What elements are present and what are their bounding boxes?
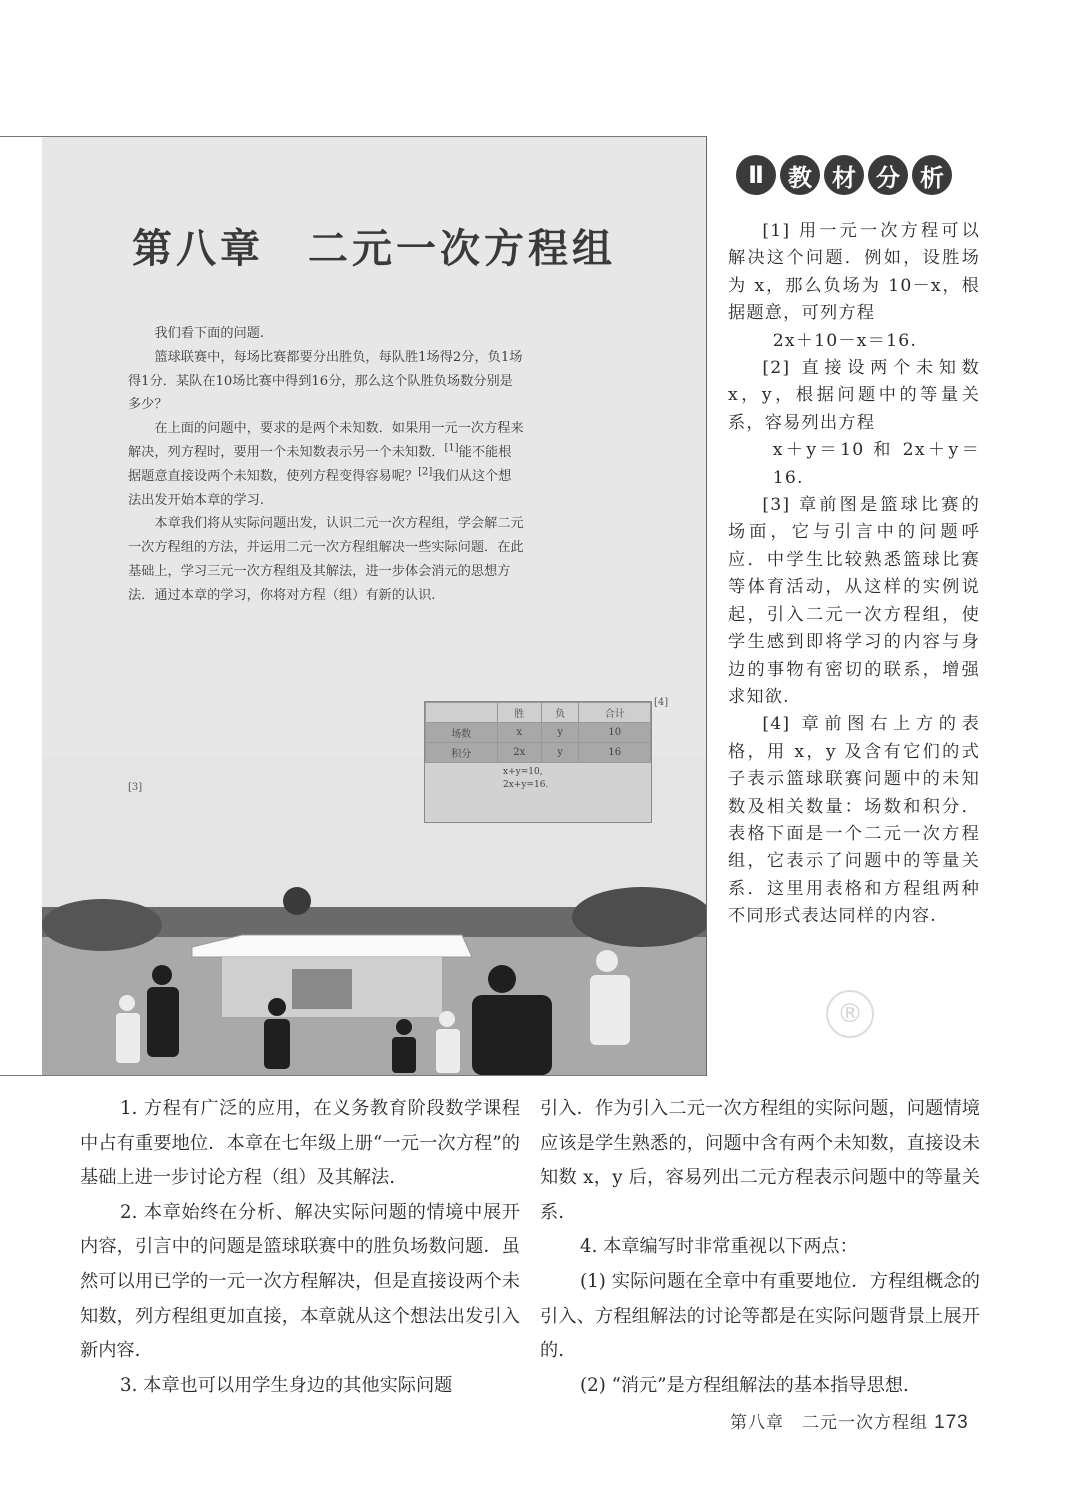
- intro-line: 篮球联赛中，每场比赛都要分出胜负，每队胜1场得2分，负1场得1分．某队在10场比赛中得到16分，那么这个队胜负场数分别是多少？: [128, 349, 523, 413]
- heading-char: 材: [824, 155, 864, 195]
- body-paragraph: 3. 本章也可以用学生身边的其他实际问题: [120, 1374, 453, 1396]
- body-paragraph: 4. 本章编写时非常重视以下两点：: [580, 1236, 858, 1258]
- table-header: [426, 703, 498, 723]
- table-cell: 积分: [426, 743, 498, 763]
- analysis-note-4: [4] 章前图右上方的表格，用 x，y 及含有它们的式子表示篮球联赛问题中的未知数及相关数量：场数和积分．表格下面是一个二元一次方程组，它表示了问题中的等量关系．这里用表格和方程组两种不同形式表达同样的内容.: [728, 714, 980, 927]
- table-header: 胜: [497, 703, 541, 723]
- data-table: [425, 702, 651, 763]
- body-column-right: [540, 1092, 980, 1403]
- analysis-equation-2: x＋y＝10 和 2x＋y＝16.: [772, 440, 980, 488]
- intro-text: 我们从这个想法出发开始本章的学习.: [128, 468, 512, 508]
- body-paragraph: (1) 实际问题在全章中有重要地位．方程组概念的引入、方程组解法的讨论等都是在实际问题背景上展开的.: [540, 1270, 980, 1362]
- analysis-note-3: [3] 章前图是篮球比赛的场面，它与引言中的问题呼应．中学生比较熟悉篮球比赛等体育活动，从这样的实例说起，引入二元一次方程组，使学生感到即将学习的内容与身边的事物有密切的联系，增强求知欲.: [728, 495, 980, 707]
- analysis-heading: [736, 155, 952, 195]
- intro-line: [128, 417, 524, 512]
- table-cell: 2x: [497, 743, 541, 763]
- table-cell: x: [497, 723, 541, 743]
- body-paragraph: 1. 方程有广泛的应用，在义务教育阶段数学课程中占有重要地位．本章在七年级上册“一元一次方程”的基础上进一步讨论方程（组）及其解法.: [80, 1098, 520, 1189]
- body-paragraph: (2) “消元”是方程组解法的基本指导思想.: [580, 1374, 909, 1396]
- analysis-notes: [728, 218, 980, 931]
- chapter-title: 第八章 二元一次方程组: [132, 225, 616, 272]
- analysis-note-2: [2] 直接设两个未知数 x，y，根据问题中的等量关系，容易列出方程: [728, 358, 980, 433]
- note-marker-2: [2]: [418, 466, 433, 478]
- textbook-page-image: [0, 136, 707, 1076]
- table-header: 负: [541, 703, 578, 723]
- page-margin: [0, 137, 42, 1075]
- analysis-equation-1: 2x＋10－x＝16.: [772, 330, 918, 351]
- heading-char: 析: [912, 155, 952, 195]
- body-paragraph: 2. 本章始终在分析、解决实际问题的情境中展开内容，引言中的问题是篮球联赛中的胜负场数问题．虽然可以用已学的一元一次方程解决，但是直接设两个未知数，列方程组更加直接，本章就从这个想法出发引入新内容.: [80, 1201, 520, 1362]
- heading-char: 教: [780, 155, 820, 195]
- body-paragraph: 引入．作为引入二元一次方程组的实际问题，问题情境应该是学生熟悉的，问题中含有两个未知数，直接设未知数 x，y 后，容易列出二元方程表示问题中的等量关系.: [540, 1098, 980, 1223]
- note-marker-1: [1]: [444, 442, 459, 454]
- equation-system: [425, 763, 651, 792]
- table-cell: y: [541, 723, 578, 743]
- table-header: 合计: [579, 703, 651, 723]
- table-cell: 10: [579, 723, 651, 743]
- table-cell: 16: [579, 743, 651, 763]
- page-number: 173: [934, 1412, 969, 1433]
- chapter-intro: [128, 322, 524, 608]
- page-footer: [730, 1408, 969, 1434]
- data-table-panel: [424, 701, 652, 823]
- footer-chapter: 第八章 二元一次方程组: [730, 1413, 928, 1433]
- note-marker-4: [4]: [654, 697, 669, 708]
- note-marker-3: [3]: [128, 782, 143, 793]
- heading-char: 分: [868, 155, 908, 195]
- equation-line: 2x+y=16.: [503, 780, 549, 790]
- registered-watermark: ®: [826, 990, 874, 1038]
- body-column-left: [80, 1092, 520, 1403]
- intro-line: 本章我们将从实际问题出发，认识二元一次方程组，学会解二元一次方程组的方法，并运用二元一次方程组解决一些实际问题．在此基础上，学习三元一次方程组及其解法，进一步体会消元的思想方法．通过本章的学习，你将对方程（组）有新的认识.: [128, 516, 524, 603]
- heading-char: Ⅱ: [736, 155, 776, 195]
- table-cell: y: [541, 743, 578, 763]
- analysis-note-1: [1] 用一元一次方程可以解决这个问题．例如，设胜场为 x，那么负场为 10－x，根据题意，可列方程: [728, 221, 980, 324]
- table-cell: 场数: [426, 723, 498, 743]
- intro-text: 能不能根据题意直接设两个未知数，使列方程变得容易呢？: [128, 444, 512, 484]
- intro-text: 在上面的问题中，要求的是两个未知数．如果用一元一次方程来解决，列方程时，要用一个未知数表示另一个未知数．: [128, 421, 524, 460]
- intro-line: 我们看下面的问题.: [154, 326, 265, 341]
- equation-line: x+y=10,: [503, 767, 543, 777]
